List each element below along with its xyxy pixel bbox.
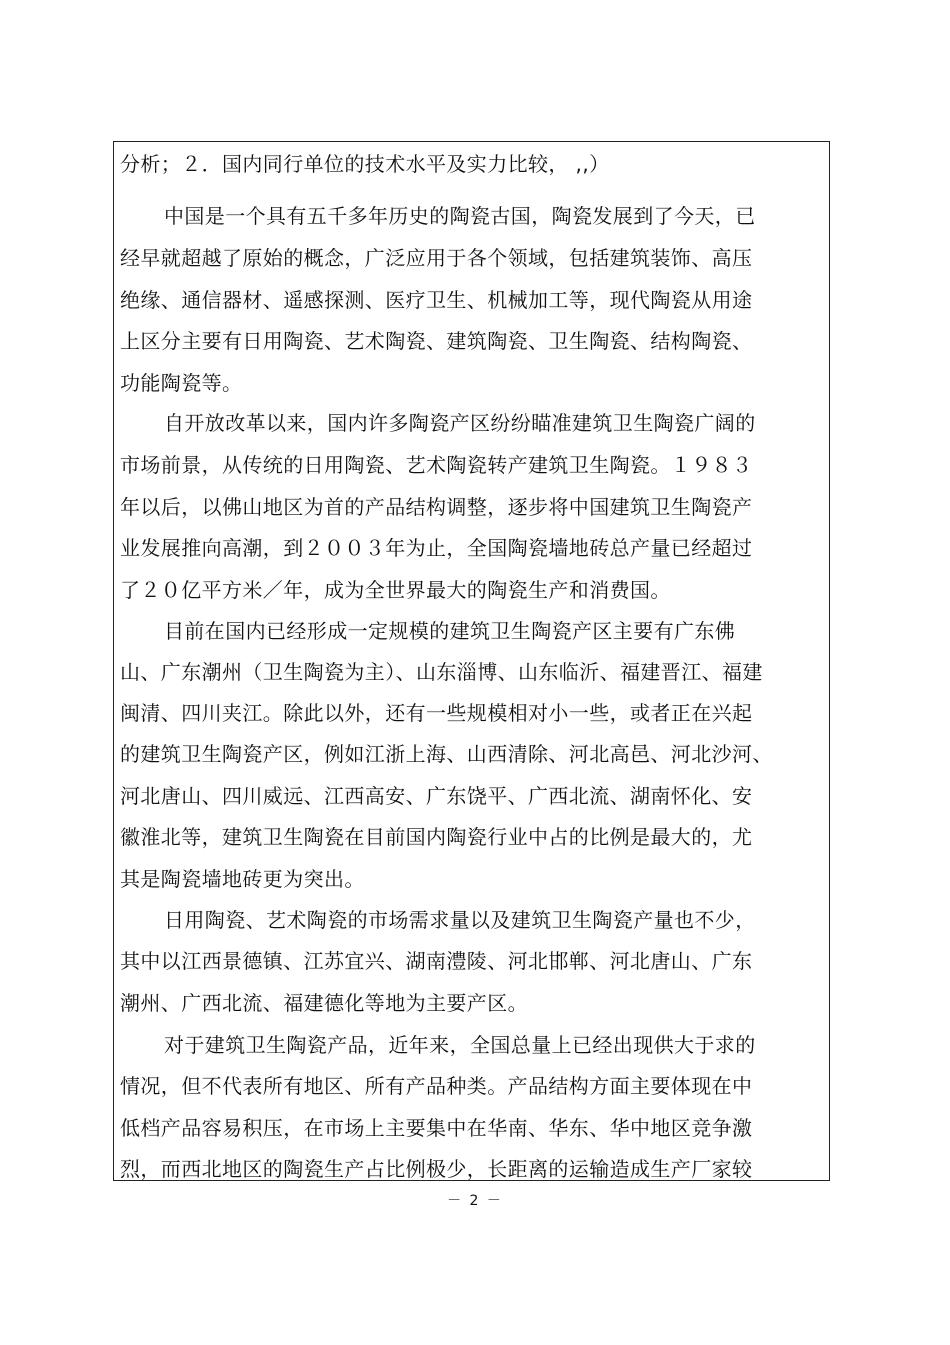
page-number: － 2 －: [447, 1193, 503, 1209]
paragraph-1-line-4: 上区分主要有日用陶瓷、艺术陶瓷、建筑陶瓷、卫生陶瓷、结构陶瓷、: [120, 329, 753, 353]
paragraph-1-line-5: 功能陶瓷等。: [120, 371, 243, 395]
paragraph-4-line-3: 潮州、广西北流、福建德化等地为主要产区。: [120, 991, 528, 1015]
paragraph-5-line-4: 烈，而西北地区的陶瓷生产占比例极少，长距离的运输造成生产厂家较: [120, 1157, 753, 1181]
paragraph-5-line-2: 情况，但不代表所有地区、所有产品种类。产品结构方面主要体现在中: [120, 1074, 753, 1098]
paragraph-1-line-1: 中国是一个具有五千多年历史的陶瓷古国，陶瓷发展到了今天，已: [164, 204, 756, 228]
paragraph-3-line-4: 的建筑卫生陶瓷产区，例如江浙上海、山西清除、河北高邑、河北沙河、: [120, 742, 773, 766]
paragraph-3-line-6: 徽淮北等，建筑卫生陶瓷在目前国内陶瓷行业中占的比例是最大的，尤: [120, 825, 753, 849]
paragraph-3-line-3: 闽清、四川夹江。除此以外，还有一些规模相对小一些，或者正在兴起: [120, 701, 753, 725]
paragraph-2-line-4: 业发展推向高潮，到２００３年为止，全国陶瓷墙地砖总产量已经超过: [120, 536, 753, 560]
paragraph-3-line-2: 山、广东潮州（卫生陶瓷为主）、山东淄博、山东临沂、福建晋江、福建: [120, 660, 763, 684]
paragraph-3-line-5: 河北唐山、四川威远、江西高安、广东饶平、广西北流、湖南怀化、安: [120, 784, 753, 808]
paragraph-2-line-3: 年以后，以佛山地区为首的产品结构调整，逐步将中国建筑卫生陶瓷产: [120, 495, 753, 519]
paragraph-2-line-5: 了２０亿平方米／年，成为全世界最大的陶瓷生产和消费国。: [120, 578, 671, 602]
paragraph-3-line-7: 其是陶瓷墙地砖更为突出。: [120, 867, 365, 891]
paragraph-4-line-1: 日用陶瓷、艺术陶瓷的市场需求量以及建筑卫生陶瓷产量也不少，: [164, 908, 756, 932]
paragraph-5-line-3: 低档产品容易积压，在市场上主要集中在华南、华东、华中地区竞争激: [120, 1116, 753, 1140]
paragraph-1-line-3: 绝缘、通信器材、遥感探测、医疗卫生、机械加工等，现代陶瓷从用途: [120, 288, 753, 312]
paragraph-3-line-1: 目前在国内已经形成一定规模的建筑卫生陶瓷产区主要有广东佛: [164, 619, 736, 643]
paragraph-1-line-2: 经早就超越了原始的概念，广泛应用于各个领域，包括建筑装饰、高压: [120, 246, 753, 270]
text-line-1: 分析；２．国内同行单位的技术水平及实力比较， ,,）: [120, 152, 610, 176]
paragraph-2-line-2: 市场前景，从传统的日用陶瓷、艺术陶瓷转产建筑卫生陶瓷。１９８３: [120, 453, 753, 477]
paragraph-5-line-1: 对于建筑卫生陶瓷产品，近年来，全国总量上已经出现供大于求的: [164, 1033, 756, 1057]
paragraph-4-line-2: 其中以江西景德镇、江苏宜兴、湖南澧陵、河北邯郸、河北唐山、广东: [120, 949, 753, 973]
paragraph-2-line-1: 自开放改革以来，国内许多陶瓷产区纷纷瞄准建筑卫生陶瓷广阔的: [164, 411, 756, 435]
